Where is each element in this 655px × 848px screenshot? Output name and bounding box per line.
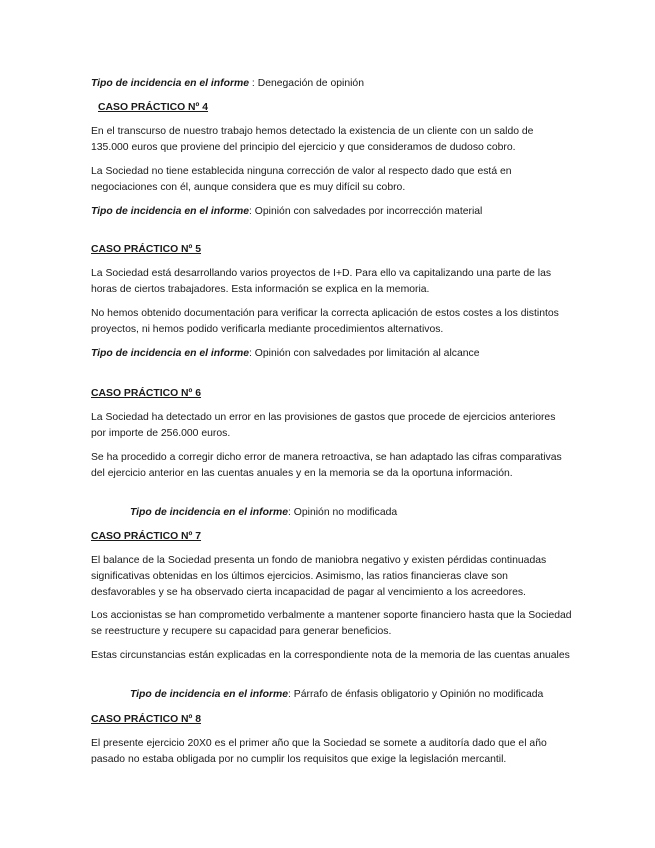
incidence-separator: : [288,507,294,518]
incidence-separator: : [249,206,255,217]
paragraph-caso-7-a: El balance de la Sociedad presenta un fondo de maniobra negativo y existen pérdidas continuadas significativas obtenidas en los últimos ejercicios. Asimismo, las ratios financieras clave son desfavorables y se ha observado cierta incapacidad de pagar al vencimiento a los acreedores. [91,555,547,598]
heading-caso-5: CASO PRÁCTICO Nº 5 [91,244,202,255]
incidence-label: Tipo de incidencia en el informe [130,507,289,518]
incidence-separator: : [288,689,294,700]
heading-caso-4: CASO PRÁCTICO Nº 4 [98,102,209,113]
paragraph-caso-4-a: En el transcurso de nuestro trabajo hemos detectado la existencia de un cliente con un saldo de 135.000 euros que proviene del principio del ejercicio y que consideramos de dudoso cobro. [91,126,534,153]
incidence-label: Tipo de incidencia en el informe [130,689,289,700]
paragraph-caso-7-b: Los accionistas se han comprometido verbalmente a mantener soporte financiero hasta que la Sociedad se reestructure y recupere su capacidad para generar beneficios. [91,610,572,637]
heading-caso-7: CASO PRÁCTICO Nº 7 [91,531,202,542]
heading-caso-8: CASO PRÁCTICO Nº 8 [91,714,202,725]
incidence-line-case-6 [130,505,580,521]
incidence-line-case-7 [130,687,580,703]
paragraph-caso-5-a: La Sociedad está desarrollando varios proyectos de I+D. Para ello va capitalizando una parte de las horas de ciertos trabajadores. Esta información se explica en la memoria. [91,268,552,295]
incidence-value: Opinión con salvedades por incorrección material [254,206,483,217]
incidence-value: Opinión no modificada [293,507,398,518]
paragraph-caso-7-c: Estas circunstancias están explicadas en la correspondiente nota de la memoria de las cuentas anuales [91,650,570,661]
paragraph-caso-4-b: La Sociedad no tiene establecida ninguna corrección de valor al respecto dado que está en negociaciones con él, aunque considera que es muy difícil su cobro. [91,166,512,193]
incidence-separator: : [249,78,258,89]
incidence-value: Opinión con salvedades por limitación al alcance [254,348,480,359]
incidence-line-case-4 [91,204,573,220]
incidence-separator: : [249,348,255,359]
incidence-line-case-5 [91,346,573,362]
incidence-value: Denegación de opinión [257,78,364,89]
incidence-label: Tipo de incidencia en el informe [91,78,250,89]
incidence-label: Tipo de incidencia en el informe [91,348,250,359]
incidence-label: Tipo de incidencia en el informe [91,206,250,217]
incidence-line-case-3 [91,76,573,92]
paragraph-caso-5-b: No hemos obtenido documentación para verificar la correcta aplicación de estos costes a los distintos proyectos, ni hemos podido verificarla mediante procedimientos alternativos. [91,308,559,335]
heading-caso-6: CASO PRÁCTICO Nº 6 [91,388,202,399]
paragraph-caso-6-b: Se ha procedido a corregir dicho error de manera retroactiva, se han adaptado las cifras comparativas del ejercicio anterior en las cuentas anuales y en la memoria se da la oportuna información. [91,452,562,479]
incidence-value: Párrafo de énfasis obligatorio y Opinión no modificada [293,689,544,700]
paragraph-caso-6-a: La Sociedad ha detectado un error en las provisiones de gastos que procede de ejercicios anteriores por importe de 256.000 euros. [91,412,556,439]
paragraph-caso-8-a: El presente ejercicio 20X0 es el primer año que la Sociedad se somete a auditoría dado que el año pasado no estaba obligada por no cumplir los requisitos que exige la legislación mercantil. [91,738,547,765]
